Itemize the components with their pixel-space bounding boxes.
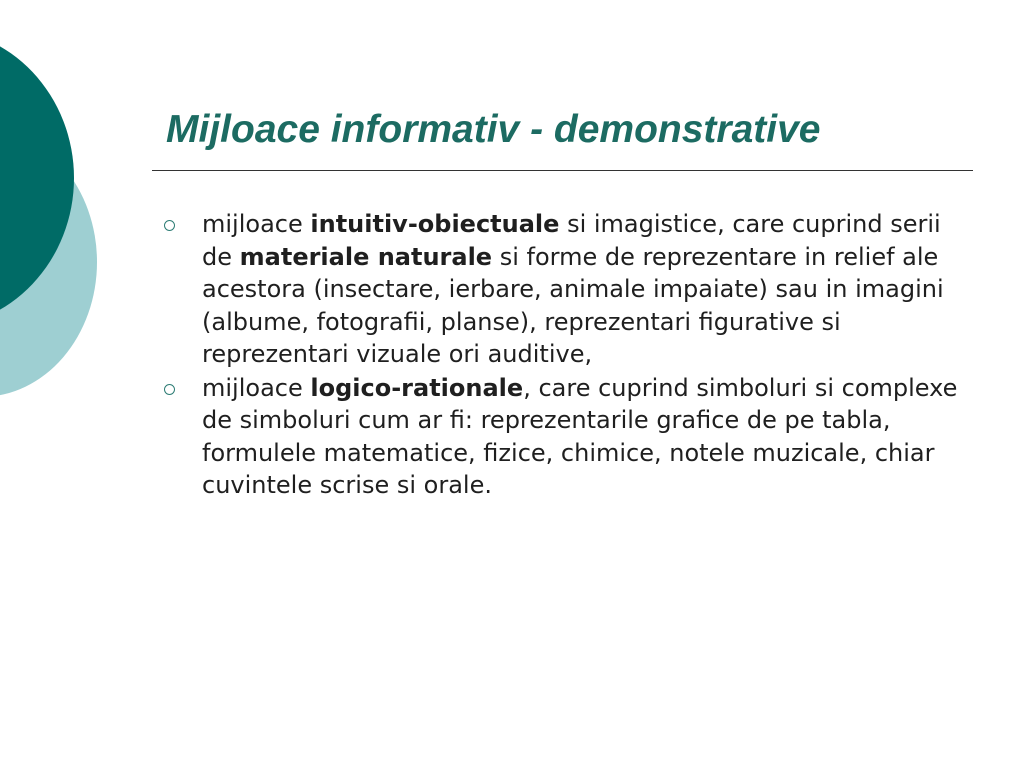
bullet-text-segment: si imagistice, care cuprind serii de [202, 210, 941, 271]
bullet-text-segment: , care cuprind simboluri si complexe de simboluri cum ar fi: reprezentarile grafice de pe tabla, formulele matematice, fizice, chimice, notele muzicale, chiar cuvintele scrise si orale. [202, 373, 958, 499]
bullet-item-intuitive [164, 208, 974, 371]
bullet-bold-term: intuitiv-obiectuale [310, 210, 560, 238]
slide-title: Mijloace informativ - demonstrative [166, 108, 821, 151]
bullet-text-segment: si forme de reprezentare in relief ale acestora (insectare, ierbare, animale impaiate) sau in imagini (albume, fotografii, planse), reprezentari figurative si reprezentari vizuale ori auditive, [202, 242, 944, 368]
bullet-text [202, 208, 974, 371]
title-divider [152, 170, 973, 171]
bullet-text-segment: mijloace [202, 210, 311, 238]
bullet-text-segment: mijloace [202, 373, 311, 402]
bullet-bold-term: materiale naturale [239, 242, 493, 271]
bullet-bold-term: logico-rationale [310, 373, 524, 402]
bullet-list [164, 208, 974, 503]
bullet-item-logical [164, 372, 974, 502]
bullet-text [202, 372, 974, 502]
hollow-circle-bullet-icon [164, 220, 175, 231]
hollow-circle-bullet-icon [164, 384, 175, 395]
